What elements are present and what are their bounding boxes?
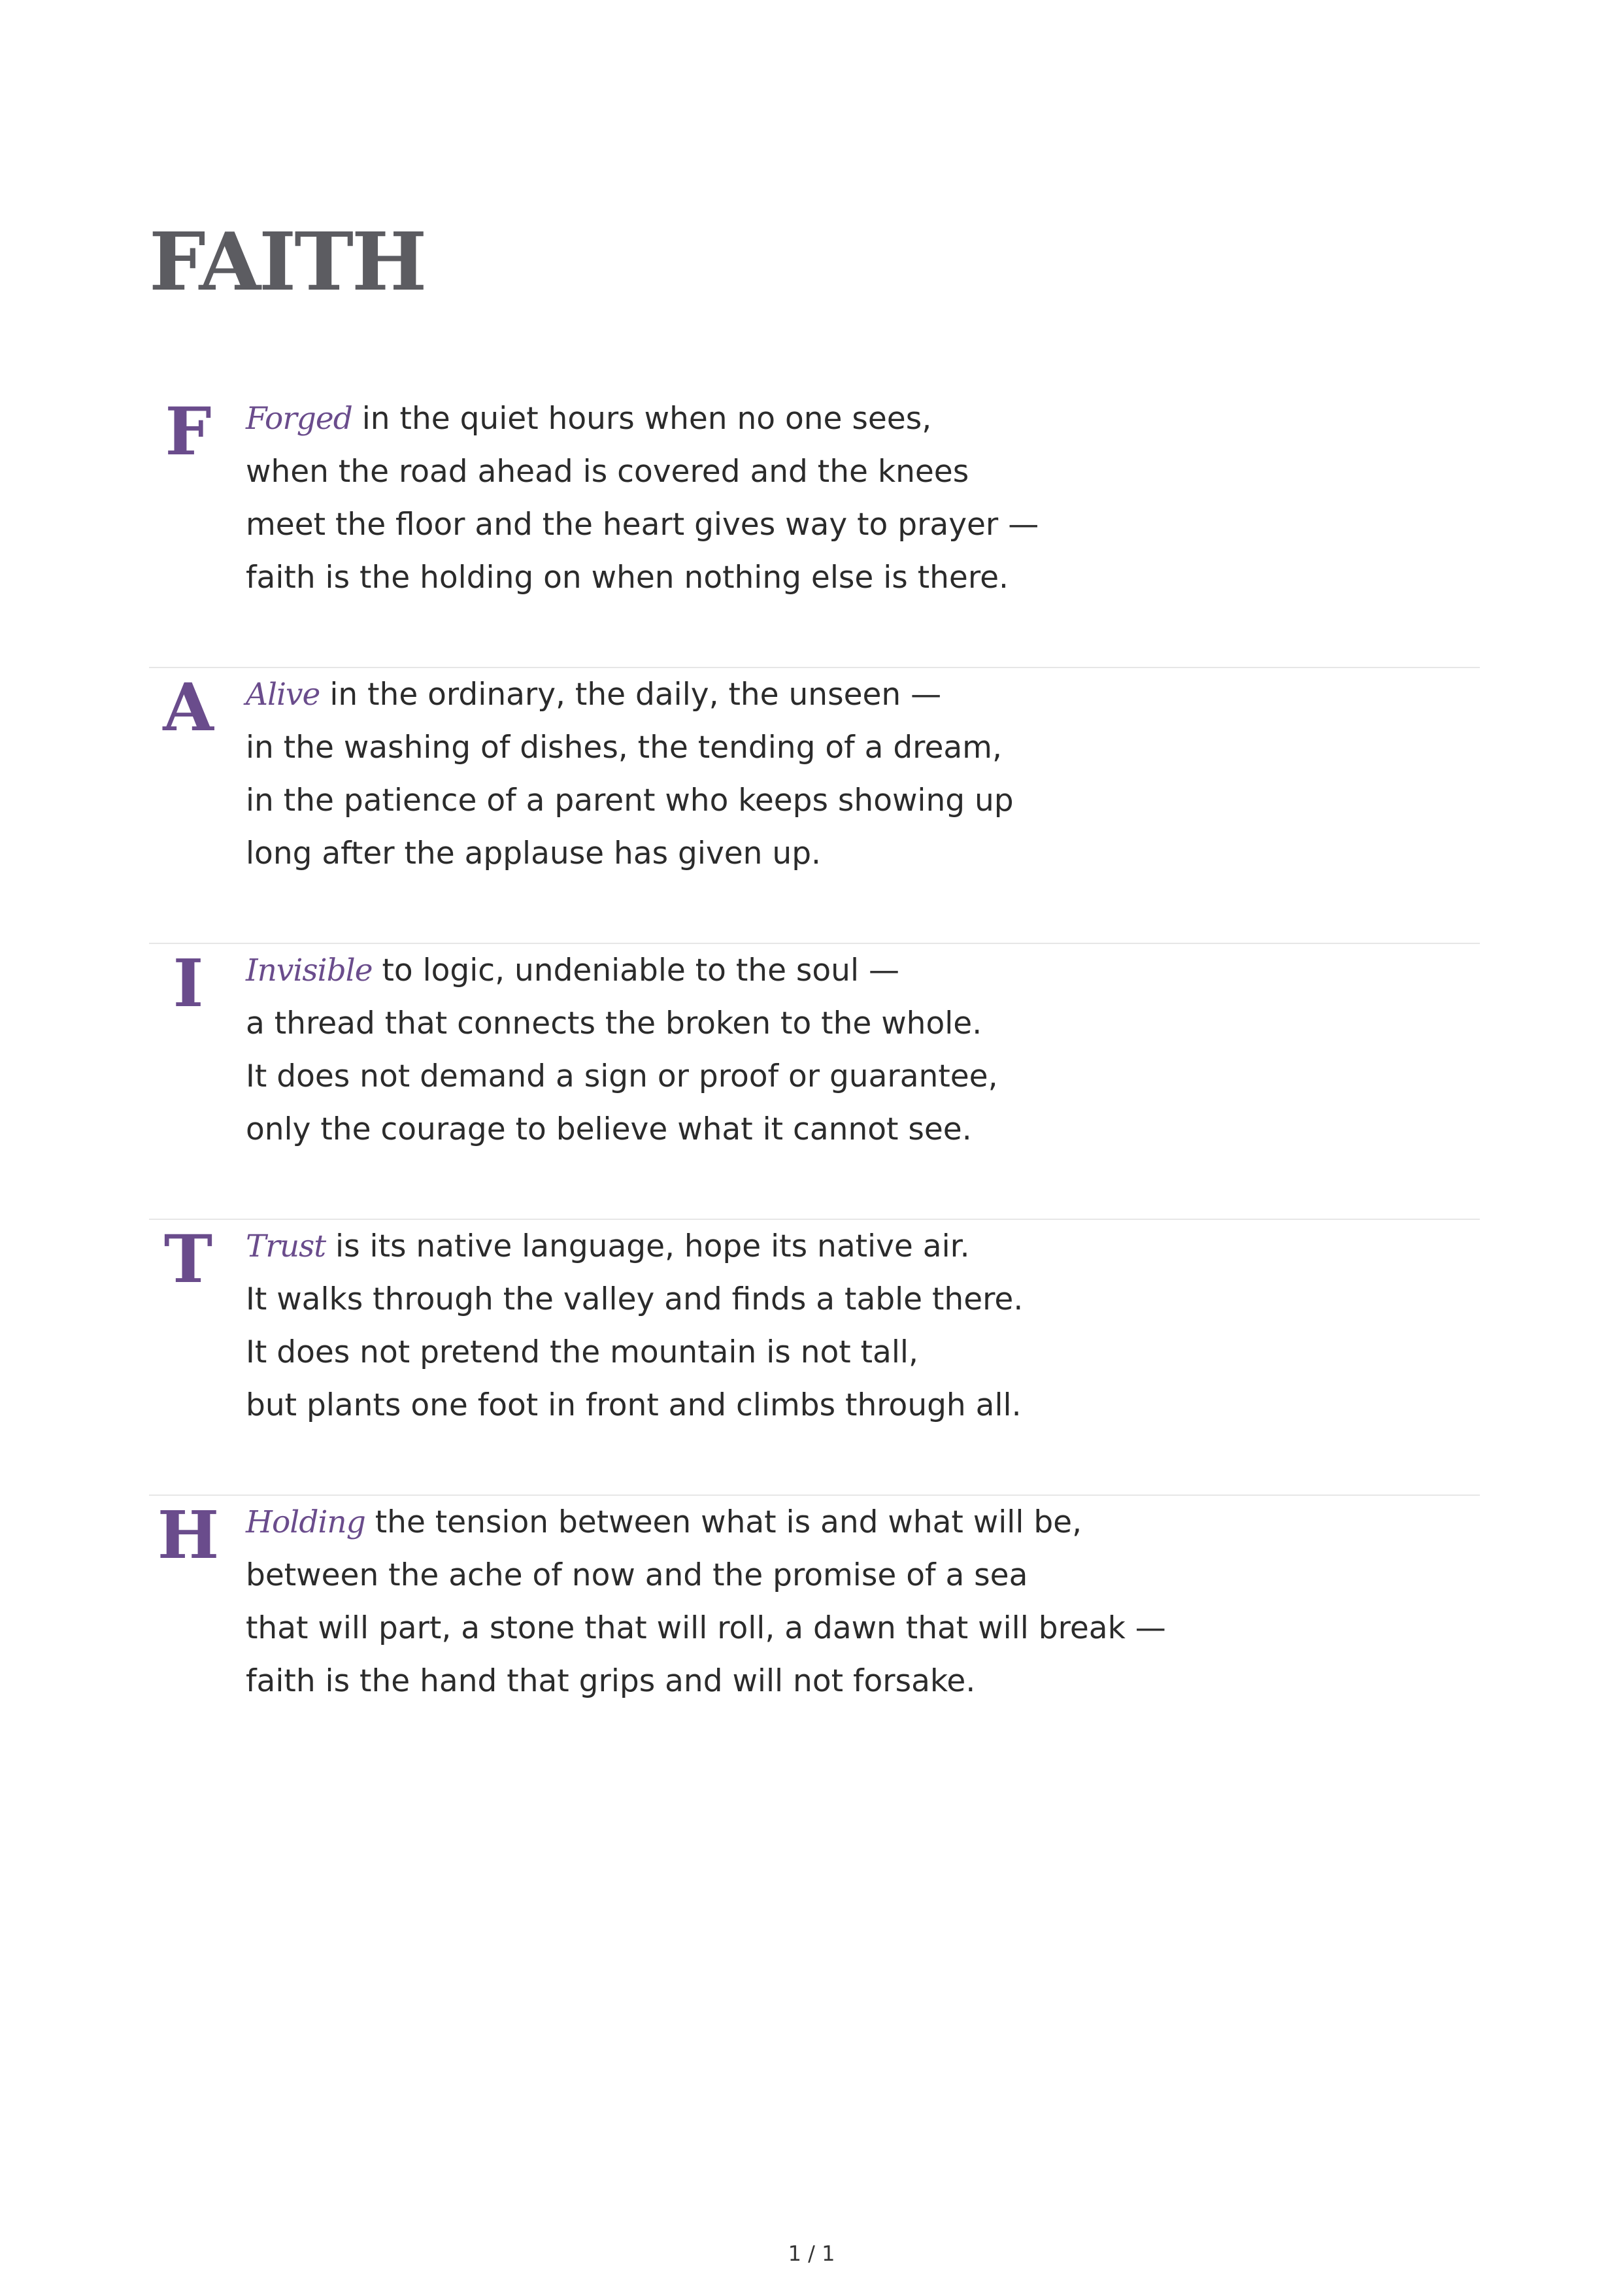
line-text: in the ordinary, the daily, the unseen — bbox=[320, 677, 942, 713]
stanza-initial: I bbox=[173, 945, 204, 1022]
stanza-h bbox=[149, 1496, 1480, 1770]
stanza-line: between the ache of now and the promise of a sea bbox=[246, 1557, 1028, 1593]
stanza-line: meet the floor and the heart gives way to prayer — bbox=[246, 507, 1039, 543]
lead-word: Holding bbox=[246, 1504, 365, 1540]
stanza-i bbox=[149, 944, 1480, 1220]
stanza-lines bbox=[246, 944, 998, 1156]
stanza-line: It does not pretend the mountain is not tall, bbox=[246, 1334, 918, 1370]
stanza-lines bbox=[246, 1496, 1166, 1708]
stanza-line: faith is the holding on when nothing else is there. bbox=[246, 560, 1009, 596]
stanza-line bbox=[246, 944, 998, 997]
stanza-line bbox=[246, 1496, 1166, 1549]
stanza-line: but plants one foot in front and climbs through all. bbox=[246, 1387, 1022, 1423]
stanza-t bbox=[149, 1220, 1480, 1496]
stanza-line: when the road ahead is covered and the knees bbox=[246, 454, 969, 490]
stanza-line: faith is the hand that grips and will not forsake. bbox=[246, 1663, 976, 1699]
line-text: is its native language, hope its native air. bbox=[326, 1228, 970, 1264]
stanza-a bbox=[149, 668, 1480, 944]
stanza-lines bbox=[246, 1220, 1023, 1432]
stanza-initial: F bbox=[165, 393, 212, 470]
stanza-line bbox=[246, 668, 1014, 721]
line-text: in the quiet hours when no one sees, bbox=[352, 401, 932, 437]
stanza-line: a thread that connects the broken to the whole. bbox=[246, 1005, 982, 1041]
stanza-line: long after the applause has given up. bbox=[246, 836, 821, 871]
stanza-initial: A bbox=[163, 669, 214, 746]
lead-word: Invisible bbox=[246, 953, 373, 988]
stanza-initial: T bbox=[163, 1221, 213, 1298]
stanza-line: It does not demand a sign or proof or guarantee, bbox=[246, 1058, 998, 1094]
stanza-line: that will part, a stone that will roll, a dawn that will break — bbox=[246, 1610, 1166, 1646]
stanza-lines bbox=[246, 392, 1039, 604]
stanza-line: in the washing of dishes, the tending of a dream, bbox=[246, 730, 1002, 766]
lead-word: Forged bbox=[246, 401, 352, 437]
stanza-line bbox=[246, 1220, 1023, 1273]
lead-word: Trust bbox=[246, 1228, 326, 1264]
line-text: to logic, undeniable to the soul — bbox=[372, 953, 899, 988]
stanza-line: It walks through the valley and finds a table there. bbox=[246, 1281, 1024, 1317]
stanza-line: only the courage to believe what it cannot see. bbox=[246, 1111, 972, 1147]
page-number: 1 / 1 bbox=[788, 2241, 835, 2266]
stanza-line bbox=[246, 392, 1039, 445]
stanza-lines bbox=[246, 668, 1014, 880]
stanza-f bbox=[149, 392, 1480, 668]
poem-title: FAITH bbox=[149, 214, 426, 309]
stanza-line: in the patience of a parent who keeps showing up bbox=[246, 783, 1014, 819]
line-text: the tension between what is and what will be, bbox=[365, 1504, 1082, 1540]
lead-word: Alive bbox=[246, 677, 320, 713]
stanza-initial: H bbox=[157, 1496, 220, 1574]
